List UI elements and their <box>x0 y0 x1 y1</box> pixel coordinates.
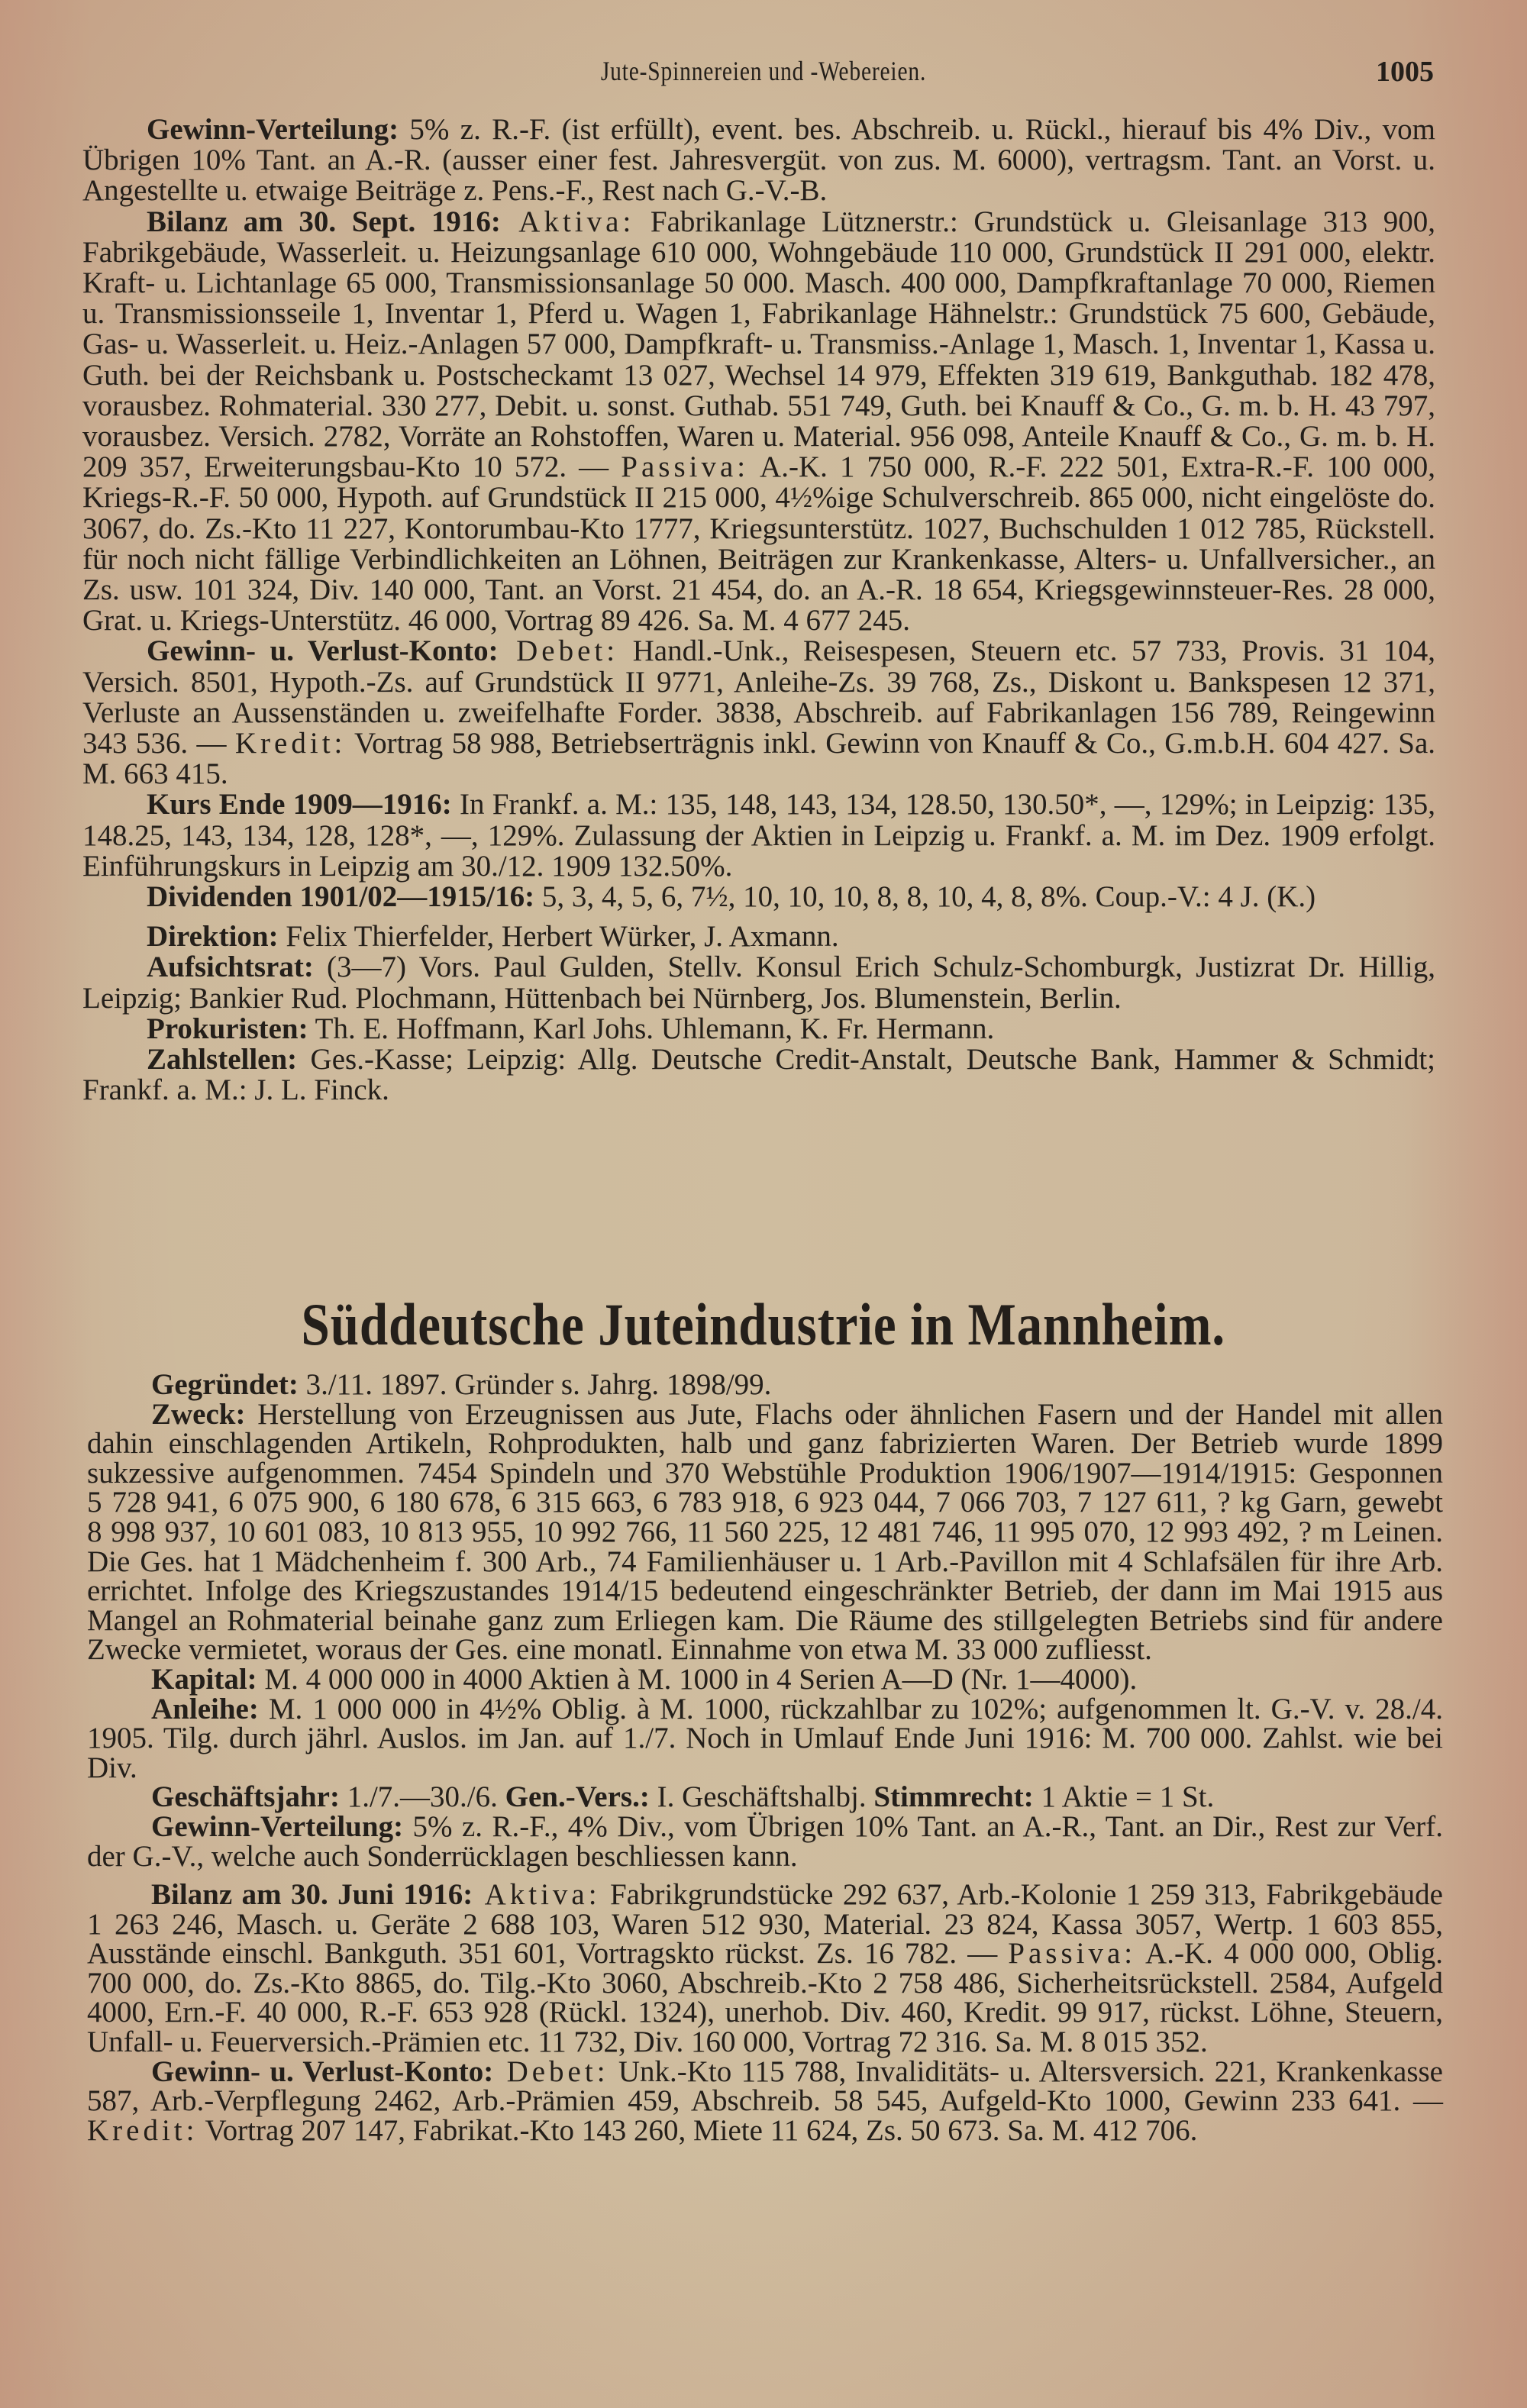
account-side-label: Kredit: <box>234 727 347 760</box>
paragraph-label: Zahlstellen: <box>147 1043 298 1076</box>
paragraph <box>82 952 1435 1013</box>
paragraph-text: Vortrag 207 147, Fabrikat.-Kto 143 260, Miete 11 624, Zs. 50 673. Sa. M. 412 706. <box>198 2113 1198 2147</box>
paragraph <box>87 1809 1443 1873</box>
paragraph <box>87 1370 1443 1400</box>
paragraph-text: A.-K. 4 000 000, Oblig. 700 000, do. Zs.-Kto 8865, do. Tilg.-Kto 3060, Abschreib.-Kto 2 758 486, Sicherheitsrückstell. 2584, Aufgeld 4000, Ern.-F. 40 000, R.-F. 653 928 (Rückl. 1324), unerhob. Div. 460, Kredit. 99 917, rückst. Löhne, Steuern, Unfall- u. Feuerversich.-Prämien etc. 11 732, Div. 160 000, Vortrag 72 316. Sa. M. 8 015 352. <box>87 1937 1444 2059</box>
paragraph-label: Bilanz am 30. Sept. 1916: <box>147 205 501 238</box>
paragraph-text: Fabrikgrundstücke 292 637, Arb.-Kolonie 1 259 313, Fabrikgebäude 1 263 246, Masch. u. Geräte 2 688 103, Waren 512 930, Material. 23 824, Kassa 3057, Wertp. 1 603 855, Ausstände einschl. Bankguth. 351 601, Vortragskto rückst. Zs. 16 782. — <box>87 1878 1443 1971</box>
running-title: Jute-Spinnereien und -Webereien. <box>600 56 927 86</box>
paragraph-label: Bilanz am 30. Juni 1916: <box>151 1878 473 1912</box>
paragraph-text: 3./11. 1897. Gründer s. Jahrg. 1898/99. <box>298 1368 772 1401</box>
paragraph-text: I. Geschäftshalbj. <box>649 1780 874 1814</box>
paragraph <box>87 2055 1443 2147</box>
paragraph-text: Herstellung von Erzeugnissen aus Jute, Flachs oder ähnlichen Fasern und der Handel mit allen dahin einschlagenden Artikeln, Rohprodukten, halb und ganz fabrizierten Waren. Der Betrieb wurde 1899 sukzessive aufgenommen. 7454 Spindeln und 370 Webstühle Produktion 1906/1907—1914/1915: Gesponnen 5 728 941, 6 075 900, 6 180 678, 6 315 663, 6 783 918, 6 923 044, 7 066 703, 7 127 611, ? kg Garn, gewebt 8 998 937, 10 601 083, 10 813 955, 10 992 766, 11 560 225, 12 481 746, 11 995 070, 12 993 492, ? m Leinen. Die Ges. hat 1 Mädchenheim f. 300 Arb., 74 Familienhäuser u. 1 Arb.-Pavillon mit 4 Schlafsälen für ihre Arb. errichtet. Infolge des Kriegszustandes 1914/15 bedeutend eingeschränkter Betrieb, der dann im Mai 1915 aus Mangel an Rohmaterial beinahe ganz zum Erliegen kam. Die Räume des stillgelegten Betriebs sind für andere Zwecke vermietet, woraus der Ges. eine monatl. Einnahme von etwa M. 33 000 zufliesst. <box>87 1397 1443 1667</box>
company-title <box>0 1290 1527 1359</box>
paragraph-label: Gewinn- u. Verlust-Konto: <box>151 2055 494 2088</box>
paragraph <box>87 1692 1443 1784</box>
paragraph-text: M. 4 000 000 in 4000 Aktien à M. 1000 in 4 Serien A—D (Nr. 1—4000). <box>257 1662 1138 1696</box>
paragraph <box>87 1397 1443 1667</box>
paragraph-text: 5, 3, 4, 5, 6, 7½, 10, 10, 10, 8, 8, 10, 4, 8, 8%. Coup.-V.: 4 J. (K.) <box>534 880 1316 914</box>
section-sueddeutsche-juteindustrie <box>87 1370 1443 2145</box>
account-side-label: Passiva: <box>1008 1937 1137 1971</box>
paragraph <box>87 1880 1443 2058</box>
page-header <box>0 55 1527 96</box>
paragraph-label: Dividenden 1901/02—1915/16: <box>147 880 535 914</box>
account-side-label: Aktiva: <box>500 205 635 238</box>
account-side-label: Debet: <box>498 634 619 668</box>
paragraph-text: 1./7.—30./6. <box>339 1780 505 1814</box>
paragraph <box>87 1780 1443 1814</box>
paragraph-text: A.-K. 1 750 000, R.-F. 222 501, Extra-R.-F. 100 000, Kriegs-R.-F. 50 000, Hypoth. auf Grundstück II 215 000, 4½%ige Schulverschreib. 865 000, nicht eingelöste do. 3067, do. Zs.-Kto 11 227, Kontorumbau-Kto 1777, Kriegsunterstütz. 1027, Buchschulden 1 012 785, Rückstell. für noch nicht fällige Verbindlichkeiten an Löhnen, Beiträgen zur Krankenkasse, Alters- u. Unfallversicher., an Zs. usw. 101 324, Div. 140 000, Tant. an Vorst. 21 454, do. an A.-R. 18 654, Kriegsgewinnsteuer-Res. 28 000, Grat. u. Kriegs-Unterstütz. 46 000, Vortrag 89 426. Sa. M. 4 677 245. <box>82 450 1435 638</box>
paragraph-text: 1 Aktie = 1 St. <box>1033 1780 1215 1814</box>
paragraph-label: Kapital: <box>151 1662 257 1696</box>
company-title-text: Süddeutsche Juteindustrie in Mannheim. <box>301 1291 1226 1357</box>
paragraph-label: Stimmrecht: <box>873 1780 1034 1814</box>
paragraph <box>82 1044 1435 1106</box>
paragraph-label: Prokuristen: <box>147 1012 308 1045</box>
paragraph <box>82 789 1435 882</box>
paragraph-text: Vortrag 58 988, Betriebserträgnis inkl. Gewinn von Knauff & Co., G.m.b.H. 604 427. Sa. M. 663 415. <box>82 727 1436 791</box>
paragraph <box>82 882 1435 912</box>
paragraph-text: M. 1 000 000 in 4½% Oblig. à M. 1000, rückzahlbar zu 102%; aufgenommen lt. G.-V. v. 28./4. 1905. Tilg. durch jährl. Auslos. im Jan. auf 1./7. Noch in Umlauf Ende Juni 1916: M. 700 000. Zahlst. wie bei Div. <box>87 1692 1443 1784</box>
paragraph <box>82 922 1435 952</box>
paragraph-label: Gewinn-Verteilung: <box>151 1809 404 1843</box>
account-side-label: Passiva: <box>621 450 750 484</box>
paragraph-label: Aufsichtsrat: <box>147 951 314 984</box>
paragraph-text: Th. E. Hoffmann, Karl Johs. Uhlemann, K. Fr. Hermann. <box>308 1012 995 1045</box>
paragraph-text: (3—7) Vors. Paul Gulden, Stellv. Konsul Erich Schulz-Schomburgk, Justizrat Dr. Hillig, Leipzig; Bankier Rud. Plochmann, Hüttenbach bei Nürnberg, Jos. Blumenstein, Berlin. <box>82 951 1435 1015</box>
paragraph-text: 5% z. R.-F. (ist erfüllt), event. bes. Abschreib. u. Rückl., hierauf bis 4% Div., vom Übrigen 10% Tant. an A.-R. (ausser einer fest. Jahresvergüt. von zus. M. 6000), vertragsm. Tant. an Vorst. u. Angestellte u. etwaige Beiträge z. Pens.-F., Rest nach G.-V.-B. <box>82 113 1435 208</box>
paragraph-text: Fabrikanlage Lütznerstr.: Grundstück u. Gleisanlage 313 900, Fabrikgebäude, Wasserleit. u. Heizungsanlage 610 000, Wohngebäude 110 000, Grundstück II 291 000, elektr. Kraft- u. Lichtanlage 65 000, Transmissionsanlage 50 000. Masch. 400 000, Dampfkraftanlage 70 000, Riemen u. Transmissionsseile 1, Inventar 1, Pferd u. Wagen 1, Fabrikanlage Hähnelstr.: Grundstück 75 600, Gebäude, Gas- u. Wasserleit. u. Heiz.-Anlagen 57 000, Dampfkraft- u. Transmiss.-Anlage 1, Masch. 1, Inventar 1, Kassa u. Guth. bei der Reichsbank u. Postscheckamt 13 027, Wechsel 14 979, Effekten 319 619, Bankguthab. 182 478, vorausbez. Rohmaterial. 330 277, Debit. u. sonst. Guthab. 551 749, Guth. bei Knauff & Co., G. m. b. H. 43 797, vorausbez. Versich. 2782, Vorräte an Rohstoffen, Waren u. Material. 956 098, Anteile Knauff & Co., G. m. b. H. 209 357, Erweiterungsbau-Kto 10 572. — <box>82 205 1435 484</box>
paragraph-text: 5% z. R.-F., 4% Div., vom Übrigen 10% Tant. an A.-R., Tant. an Dir., Rest zur Verf. der G.-V., welche auch Sonderrücklagen beschliessen kann. <box>87 1809 1443 1873</box>
paragraph <box>82 207 1435 637</box>
paragraph-text: Felix Thierfelder, Herbert Würker, J. Axmann. <box>278 920 839 954</box>
paragraph <box>82 115 1435 207</box>
section-jute-spinnereien-continued <box>82 115 1435 1106</box>
paragraph-label: Gewinn-Verteilung: <box>147 113 399 146</box>
paragraph-label: Geschäftsjahr: <box>151 1780 340 1814</box>
paragraph-text: Ges.-Kasse; Leipzig: Allg. Deutsche Credit-Anstalt, Deutsche Bank, Hammer & Schmidt; Frankf. a. M.: J. L. Finck. <box>82 1043 1435 1107</box>
account-side-label: Debet: <box>493 2055 609 2088</box>
paragraph-label: Gen.-Vers.: <box>505 1780 650 1814</box>
account-side-label: Aktiva: <box>473 1878 601 1912</box>
paragraph <box>87 1662 1443 1696</box>
paragraph <box>82 636 1435 789</box>
paragraph-label: Zweck: <box>151 1397 246 1431</box>
paragraph-label: Kurs Ende 1909—1916: <box>147 788 452 821</box>
paragraph-text: Unk.-Kto 115 788, Invaliditäts- u. Altersversich. 221, Krankenkasse 587, Arb.-Verpflegung 2462, Arb.-Prämien 459, Abschreib. 58 545, Aufgeld-Kto 1000, Gewinn 233 641. — <box>87 2055 1443 2118</box>
paragraph-label: Anleihe: <box>151 1692 259 1725</box>
paragraph <box>82 1014 1435 1044</box>
account-side-label: Kredit: <box>87 2113 199 2147</box>
paragraph-text: In Frankf. a. M.: 135, 148, 143, 134, 128.50, 130.50*, —, 129%; in Leipzig: 135, 148.25, 143, 134, 128, 128*, —, 129%. Zulassung der Aktien in Leipzig u. Frankf. a. M. im Dez. 1909 erfolgt. Einführungskurs in Leipzig am 30./12. 1909 132.50%. <box>82 788 1435 883</box>
paragraph-label: Direktion: <box>147 920 279 954</box>
paragraph-label: Gegründet: <box>151 1368 299 1401</box>
paragraph-label: Gewinn- u. Verlust-Konto: <box>147 634 499 668</box>
paragraph-text: Handl.-Unk., Reisespesen, Steuern etc. 57 733, Provis. 31 104, Versich. 8501, Hypoth.-Zs. auf Grundstück II 9771, Anleihe-Zs. 39 768, Zs., Diskont u. Bankspesen 12 371, Verluste an Aussenständen u. zweifelhafte Forder. 3838, Abschreib. auf Fabrikanlagen 156 789, Reingewinn 343 536. — <box>82 634 1435 760</box>
page-number: 1005 <box>1376 56 1434 88</box>
